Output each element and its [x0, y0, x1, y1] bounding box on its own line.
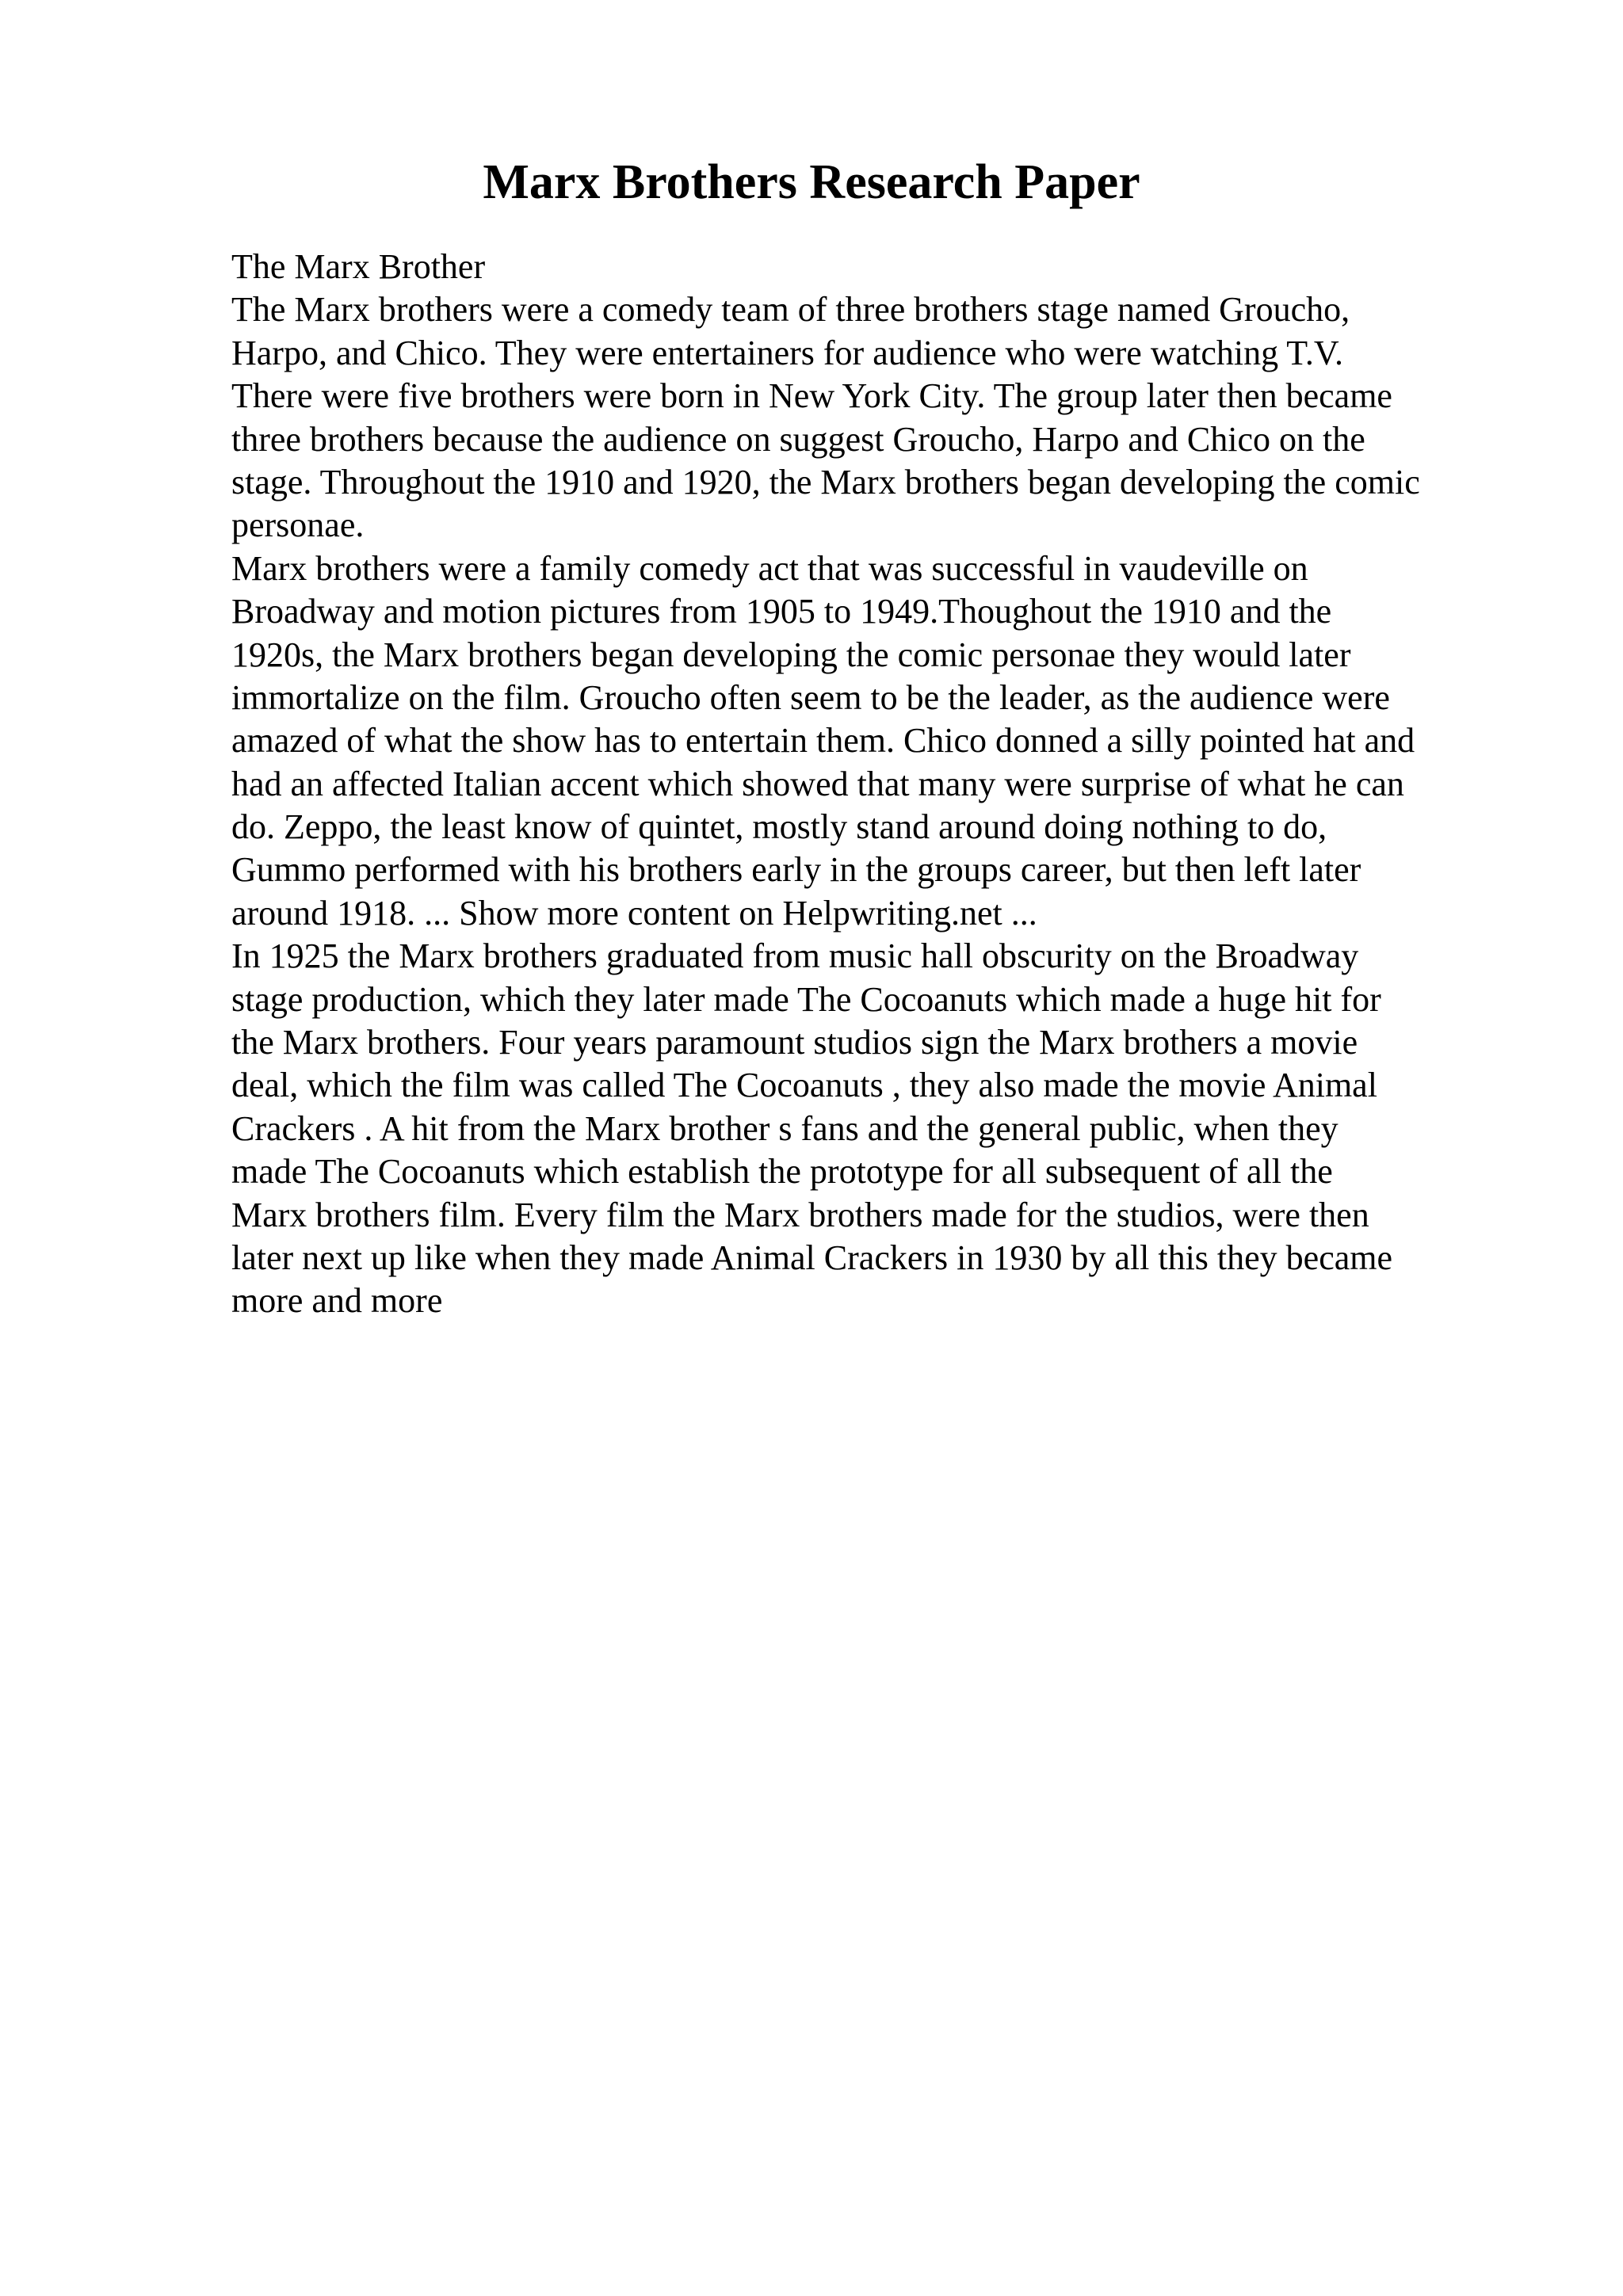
text-line: Gummo performed with his brothers early in the groups career, but then left later	[231, 850, 1361, 890]
text-line: immortalize on the film. Groucho often seem to be the leader, as the audience were	[231, 677, 1390, 717]
text-line: Crackers . A hit from the Marx brother s fans and the general public, when they	[231, 1108, 1338, 1148]
page-title: Marx Brothers Research Paper	[483, 155, 1140, 209]
text-line: the Marx brothers. Four years paramount studios sign the Marx brothers a movie	[231, 1023, 1358, 1062]
text-line: amazed of what the show has to entertain them. Chico donned a silly pointed hat and	[231, 721, 1415, 761]
text-line: around 1918. ... Show more content on Helpwriting.net ...	[231, 893, 1037, 933]
text-line: The Marx Brother	[231, 247, 486, 286]
text-line: 1920s, the Marx brothers began developing the comic personae they would later	[231, 635, 1351, 674]
text-line: had an affected Italian accent which showed that many were surprise of what he can	[231, 764, 1404, 803]
text-line: stage. Throughout the 1910 and 1920, the Marx brothers began developing the comic	[231, 462, 1420, 502]
text-line: made The Cocoanuts which establish the prototype for all subsequent of all the	[231, 1152, 1333, 1192]
text-line: In 1925 the Marx brothers graduated from music hall obscurity on the Broadway	[231, 936, 1359, 976]
text-line: three brothers because the audience on suggest Groucho, Harpo and Chico on the	[231, 419, 1365, 459]
text-line: The Marx brothers were a comedy team of three brothers stage named Groucho,	[231, 290, 1350, 330]
text-line: Harpo, and Chico. They were entertainers for audience who were watching T.V.	[231, 333, 1344, 372]
text-line: do. Zeppo, the least know of quintet, mostly stand around doing nothing to do,	[231, 807, 1327, 847]
text-line: Marx brothers film. Every film the Marx brothers made for the studios, were then	[231, 1195, 1369, 1234]
text-line: later next up like when they made Animal Crackers in 1930 by all this they became	[231, 1238, 1393, 1277]
text-line: Broadway and motion pictures from 1905 to 1949.Thoughout the 1910 and the	[231, 592, 1332, 631]
text-line: There were five brothers were born in New York City. The group later then became	[231, 376, 1392, 416]
text-line: more and more	[231, 1281, 443, 1321]
text-line: personae.	[231, 505, 365, 545]
text-line: stage production, which they later made The Cocoanuts which made a huge hit for	[231, 979, 1381, 1019]
text-line: Marx brothers were a family comedy act that was successful in vaudeville on	[231, 548, 1308, 588]
text-line: deal, which the film was called The Cocoanuts , they also made the movie Animal	[231, 1066, 1377, 1105]
document-body	[231, 246, 1515, 1323]
